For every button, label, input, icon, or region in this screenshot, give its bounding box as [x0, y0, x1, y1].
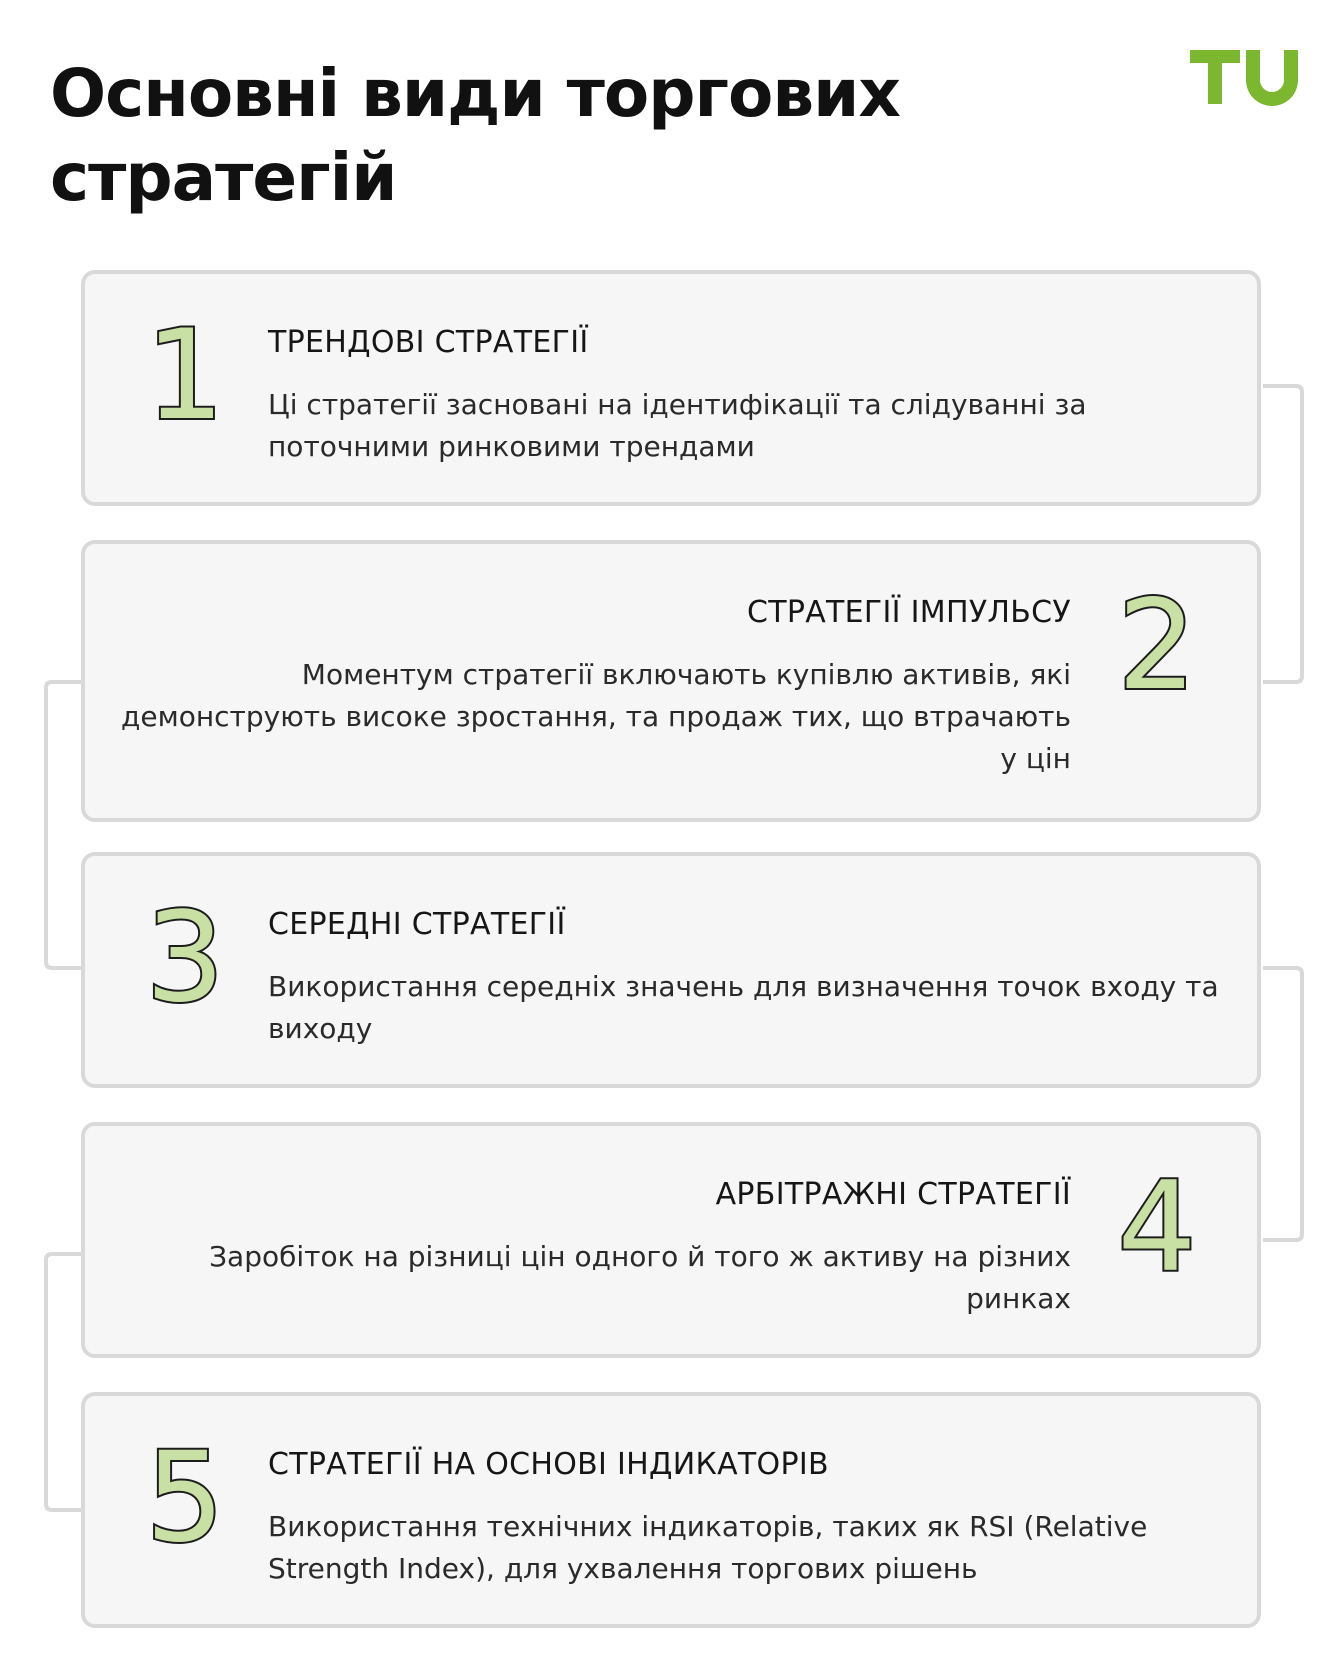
card-title: СЕРЕДНІ СТРАТЕГІЇ	[268, 907, 566, 942]
number-1-icon	[145, 304, 225, 448]
connector-3-4	[1263, 968, 1302, 1240]
strategy-card-4	[81, 1122, 1261, 1358]
number-5-icon	[145, 1426, 225, 1570]
connector-2-3	[46, 682, 81, 968]
strategy-card-5	[81, 1392, 1261, 1628]
card-description: Заробіток на різниці цін одного й того ж активу на різних ринках	[209, 1240, 1071, 1315]
strategy-card-1	[81, 270, 1261, 506]
number-2-icon	[1117, 574, 1197, 718]
card-title: ТРЕНДОВІ СТРАТЕГІЇ	[268, 325, 589, 360]
strategy-card-2	[81, 540, 1261, 822]
svg-text:5: 5	[145, 1426, 225, 1570]
brand-logo	[1190, 50, 1302, 106]
connector-1-2	[1263, 386, 1302, 682]
card-title: АРБІТРАЖНІ СТРАТЕГІЇ	[715, 1177, 1071, 1212]
svg-text:4: 4	[1117, 1156, 1197, 1300]
svg-text:3: 3	[145, 886, 225, 1030]
card-description: Ці стратегії засновані на ідентифікації та слідуванні за поточними ринковими трендами	[268, 388, 1087, 463]
connector-4-5	[46, 1254, 81, 1510]
svg-text:2: 2	[1117, 574, 1197, 718]
svg-text:1: 1	[145, 304, 225, 448]
card-description: Використання технічних індикаторів, таких як RSI (Relative Strength Index), для ухвалення торгових рішень	[268, 1510, 1148, 1585]
card-description: Моментум стратегії включають купівлю активів, які демонструють високе зростання, та продаж тих, що втрачають у цін	[121, 658, 1071, 775]
page-title: Основні види торгових стратегій	[50, 55, 900, 216]
number-4-icon	[1117, 1156, 1197, 1300]
card-title: СТРАТЕГІЇ ІМПУЛЬСУ	[746, 595, 1071, 630]
tu-logo-icon	[1190, 50, 1302, 106]
card-description: Використання середніх значень для визначення точок входу та виходу	[268, 970, 1219, 1045]
card-title: СТРАТЕГІЇ НА ОСНОВІ ІНДИКАТОРІВ	[268, 1447, 829, 1482]
number-3-icon	[145, 886, 225, 1030]
strategy-card-3	[81, 852, 1261, 1088]
